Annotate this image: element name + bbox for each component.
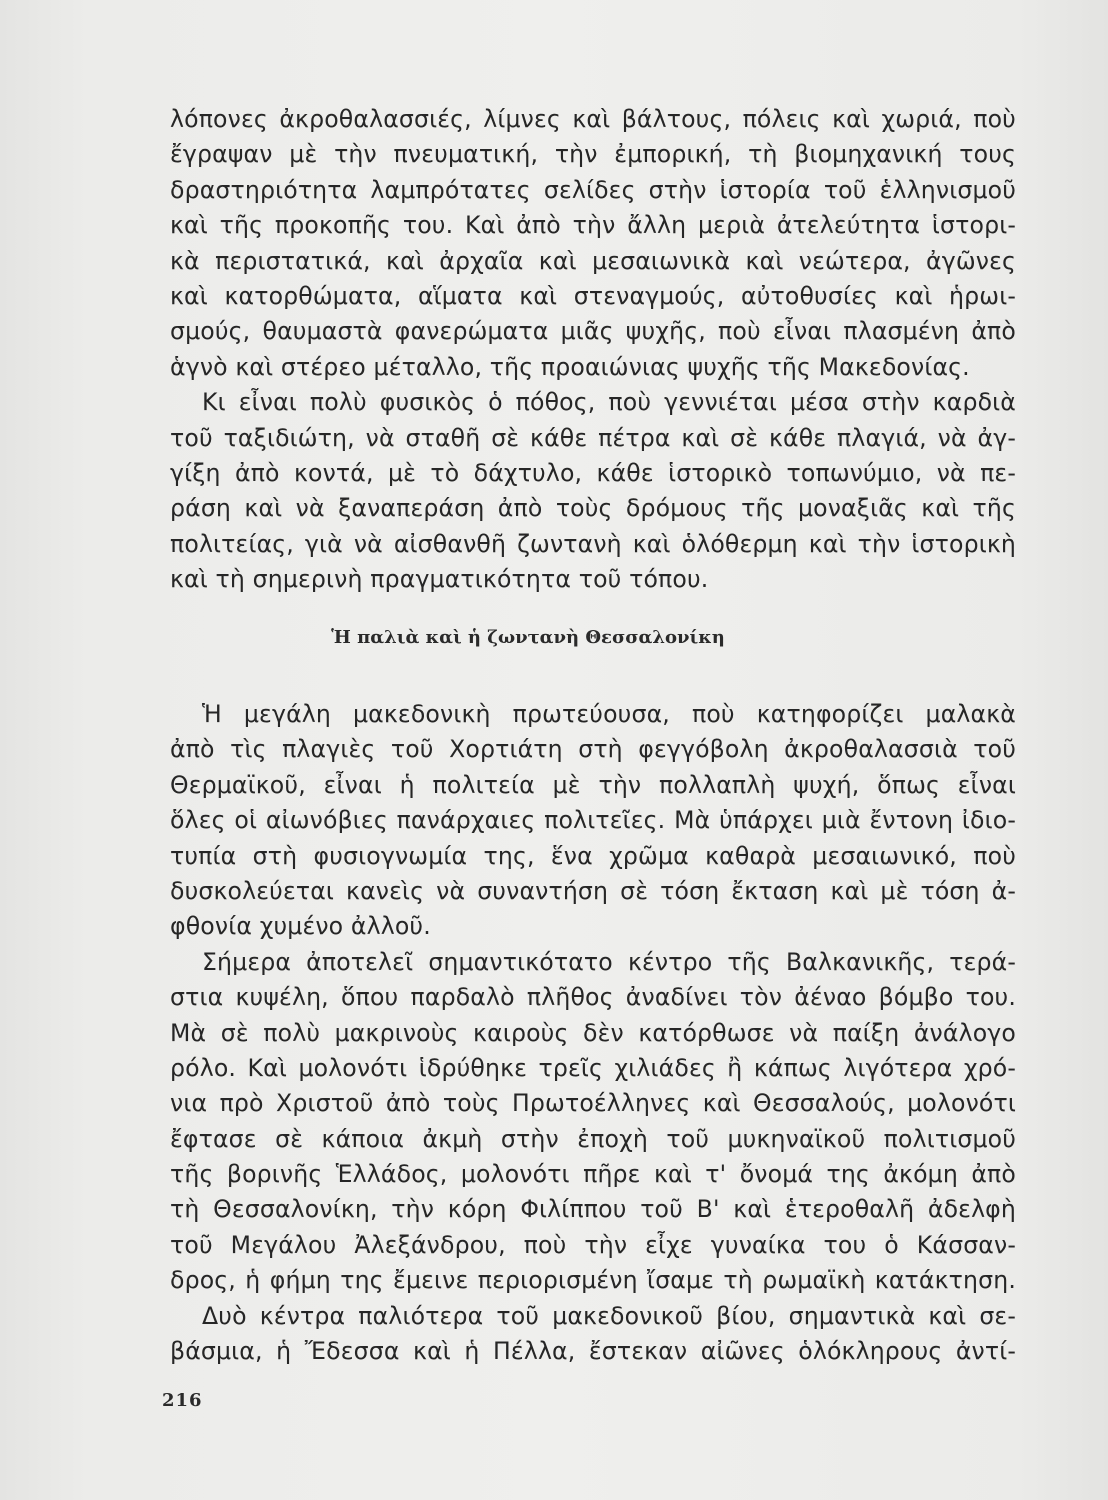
text-line: βάσμια, ἡ Ἔδεσσα καὶ ἡ Πέλλα, ἔστεκαν αἰῶνες ὁλόκληρους ἀντί- <box>170 1337 1016 1366</box>
text-line: τοῦ Μεγάλου Ἀλεξάνδρου, ποὺ τὴν εἶχε γυναίκα του ὁ Κάσσαν- <box>170 1230 1016 1259</box>
text-line: ἁγνὸ καὶ στέρεο μέταλλο, τῆς προαιώνιας ψυχῆς τῆς Μακεδονίας. <box>170 352 970 381</box>
text-line: ράση καὶ νὰ ξαναπεράση ἀπὸ τοὺς δρόμους τῆς μοναξιᾶς καὶ τῆς <box>170 494 1016 523</box>
text-line: στια κυψέλη, ὅπου παρδαλὸ πλῆθος ἀναδίνει τὸν ἀέναο βόμβο του. <box>170 983 1016 1012</box>
text-line: πολιτείας, γιὰ νὰ αἰσθανθῆ ζωντανὴ καὶ ὁλόθερμη καὶ τὴν ἱστορικὴ <box>170 529 1016 558</box>
text-line: δρος, ἡ φήμη της ἔμεινε περιορισμένη ἴσαμε τὴ ρωμαϊκὴ κατάκτηση. <box>170 1266 1016 1295</box>
text-line: νια πρὸ Χριστοῦ ἀπὸ τοὺς Πρωτοέλληνες καὶ Θεσσαλούς, μολονότι <box>170 1089 1016 1118</box>
text-line: ρόλο. Καὶ μολονότι ἱδρύθηκε τρεῖς χιλιάδες ἢ κάπως λιγότερα χρό- <box>170 1053 1016 1082</box>
text-line: τῆς βορινῆς Ἑλλάδος, μολονότι πῆρε καὶ τ' ὄνομά της ἀκόμη ἀπὸ <box>170 1160 1016 1189</box>
text-line: τοῦ ταξιδιώτη, νὰ σταθῆ σὲ κάθε πέτρα καὶ σὲ κάθε πλαγιά, νὰ ἀγ- <box>170 423 1016 452</box>
text-line: καὶ τῆς προκοπῆς του. Καὶ ἀπὸ τὴν ἄλλη μεριὰ ἀτελεύτητα ἱστορι- <box>170 211 1016 240</box>
text-line: ἔφτασε σὲ κάποια ἀκμὴ στὴν ἐποχὴ τοῦ μυκηναϊκοῦ πολιτισμοῦ <box>170 1124 1016 1153</box>
text-line: φθονία χυμένο ἀλλοῦ. <box>170 912 431 941</box>
text-line: Σήμερα ἀποτελεῖ σημαντικότατο κέντρο τῆς Βαλκανικῆς, τερά- <box>202 947 1016 976</box>
section-heading: Ἡ παλιὰ καὶ ἡ ζωντανὴ Θεσσαλονίκη <box>331 627 725 648</box>
text-line: καὶ τὴ σημερινὴ πραγματικότητα τοῦ τόπου. <box>170 565 709 594</box>
text-line: ἔγραψαν μὲ τὴν πνευματική, τὴν ἐμπορική, τὴ βιομηχανική τους <box>170 140 1016 169</box>
text-line: Δυὸ κέντρα παλιότερα τοῦ μακεδονικοῦ βίου, σημαντικὰ καὶ σε- <box>202 1301 1016 1330</box>
paragraph-block-top <box>170 102 1016 597</box>
text-line: καὶ κατορθώματα, αἵματα καὶ στεναγμούς, αὐτοθυσίες καὶ ἡρωι- <box>170 281 1016 310</box>
text-line: σμούς, θαυμαστὰ φανερώματα μιᾶς ψυχῆς, ποὺ εἶναι πλασμένη ἀπὸ <box>170 317 1016 346</box>
text-line: δυσκολεύεται κανεὶς νὰ συναντήση σὲ τόση ἔκταση καὶ μὲ τόση ἀ- <box>170 876 1016 905</box>
text-line: κὰ περιστατικά, καὶ ἀρχαῖα καὶ μεσαιωνικὰ καὶ νεώτερα, ἀγῶνες <box>170 246 1016 275</box>
paragraph-block-bottom <box>170 697 1016 1369</box>
text-line: Θερμαϊκοῦ, εἶναι ἡ πολιτεία μὲ τὴν πολλαπλὴ ψυχή, ὅπως εἶναι <box>170 770 1016 799</box>
text-line: τυπία στὴ φυσιογνωμία της, ἕνα χρῶμα καθαρὰ μεσαιωνικό, ποὺ <box>170 841 1016 870</box>
text-line: Κι εἶναι πολὺ φυσικὸς ὁ πόθος, ποὺ γεννιέται μέσα στὴν καρδιὰ <box>202 388 1016 417</box>
text-line: τὴ Θεσσαλονίκη, τὴν κόρη Φιλίππου τοῦ Β' καὶ ἑτεροθαλῆ ἀδελφὴ <box>170 1195 1016 1224</box>
text-line: λόπονες ἀκροθαλασσιές, λίμνες καὶ βάλτους, πόλεις καὶ χωριά, ποὺ <box>170 105 1016 133</box>
page-number: 216 <box>162 1390 203 1411</box>
text-line: γίξη ἀπὸ κοντά, μὲ τὸ δάχτυλο, κάθε ἱστορικὸ τοπωνύμιο, νὰ πε- <box>170 458 1016 487</box>
text-line: ὅλες οἱ αἰωνόβιες πανάρχαιες πολιτεῖες. Μὰ ὑπάρχει μιὰ ἔντονη ἰδιο- <box>170 806 1016 835</box>
text-line: ἀπὸ τὶς πλαγιὲς τοῦ Χορτιάτη στὴ φεγγόβολη ἀκροθαλασσιὰ τοῦ <box>170 735 1016 764</box>
text-line: Ἡ μεγάλη μακεδονικὴ πρωτεύουσα, ποὺ κατηφορίζει μαλακὰ <box>202 700 1016 728</box>
text-line: Μὰ σὲ πολὺ μακρινοὺς καιροὺς δὲν κατόρθωσε νὰ παίξη ἀνάλογο <box>170 1018 1016 1047</box>
text-line: δραστηριότητα λαμπρότατες σελίδες στὴν ἱστορία τοῦ ἑλληνισμοῦ <box>170 175 1016 204</box>
